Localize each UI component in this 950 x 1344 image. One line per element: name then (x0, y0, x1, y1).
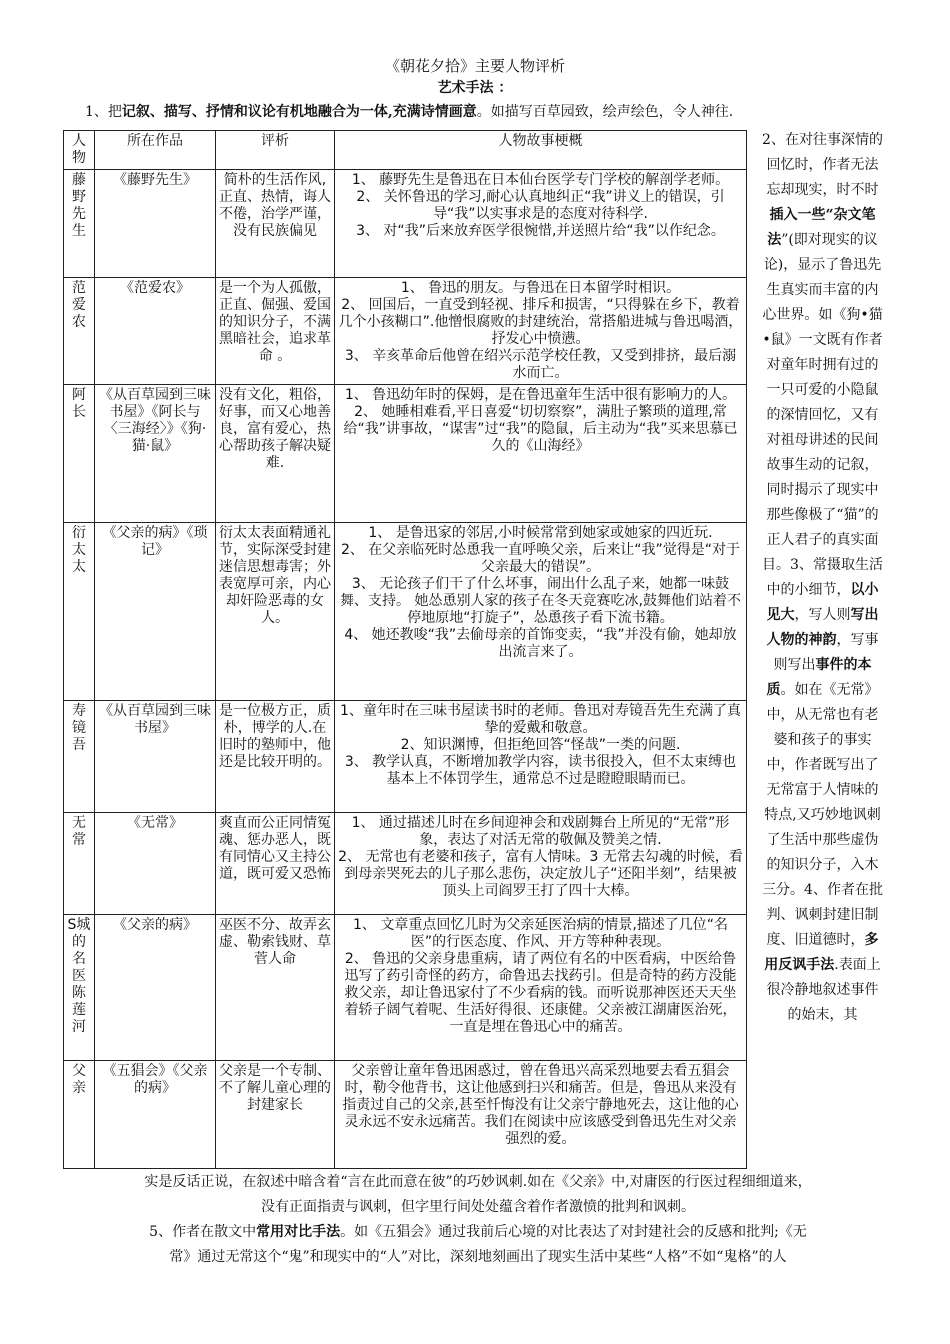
table-header-row (64, 131, 747, 170)
story-item: 父亲曾让童年鲁迅困惑过，曾在鲁迅兴高采烈地要去看五猖会时，勒令他背书，这让他感到扫兴和痛苦。但是，鲁迅从来没有指责过自己的父亲,甚至忏悔没有让父亲宁静地死去，这让他的心灵永远不安永远痛苦。我们在阅读中应该感受到鲁迅先生对父亲强烈的爱。 (342, 1063, 739, 1147)
cell-name: 父亲 (64, 1061, 95, 1169)
cell-story (335, 523, 747, 701)
cell-story (335, 915, 747, 1061)
side-emphasis: 插入一些“杂文笔法 (767, 207, 876, 248)
story-item: 4、 她还教唆“我”去偷母亲的首饰变卖，“我”并没有偷，她却放出流言来了。 (344, 627, 737, 660)
cell-name: 衍太太 (64, 523, 95, 701)
side-text: 。如在《无常》中，从无常也有老婆和孩子的事实中，作者既写出了无常富于人情味的特点,又巧妙地讽刺了生活中那些虚伪的知识分子，入木三分。4、作者在批判、讽刺封建旧制度、旧道德时， (762, 682, 883, 948)
cell-eval: 是一位极方正，质朴，博学的人.在旧时的塾师中，他还是比较开明的。 (216, 701, 335, 813)
table-row (64, 385, 747, 523)
table-row (64, 523, 747, 701)
cell-eval: 是一个为人孤傲，正直、倔强、爱国的知识分子，不满黑暗社会，追求革命 。 (216, 278, 335, 385)
cell-name: 藤野先生 (64, 170, 95, 278)
cell-name: S城的名医 陈莲河 (64, 915, 95, 1061)
section-subtitle: 艺术手法 ： (437, 80, 513, 96)
cell-work: 《无常》 (95, 813, 216, 915)
story-item: 2、 她睡相难看,平日喜爱“切切察察”，满肚子繁琐的道理,常给“我”讲事故，“谋害”过“我”的隐鼠，后主动为“我”买来思慕已久的《山海经》 (343, 404, 738, 454)
story-item: 1、 鲁迅的朋友。与鲁迅在日本留学时相识。 (400, 280, 681, 296)
story-item: 2、 无常也有老婆和孩子，富有人情味。3 无常去勾魂的时候，看到母亲哭死去的儿子那么悲伤，决定放儿子“还阳半刻”，结果被顶头上司阎罗王打了四十大棒。 (338, 849, 743, 899)
table-row (64, 278, 747, 385)
cell-name: 范爱农 (64, 278, 95, 385)
header-name: 人物 (64, 131, 95, 170)
side-emphasis: 多用反讽手法 (764, 932, 879, 973)
story-item: 2、 回国后，一直受到轻视、排斥和损害，“只得躲在乡下，教着几个小孩糊口”.他憎恨腐败的封建统治，常搭船进城与鲁迅喝酒，抒发心中愤懑。 (338, 297, 743, 347)
cell-work: 《范爱农》 (95, 278, 216, 385)
side-emphasis: 事件的本质 (766, 657, 872, 698)
cell-eval: 父亲是一个专制、不了解儿童心理的封建家长 (216, 1061, 335, 1169)
story-item: 1、 通过描述儿时在乡间迎神会和戏剧舞台上所见的“无常”形象，表达了对活无常的敬佩及赞美之情. (351, 815, 730, 848)
side-text: ，写事则写出 (773, 632, 879, 673)
cell-story (335, 1061, 747, 1169)
side-column-text (760, 128, 885, 1028)
cell-work: 《藤野先生》 (95, 170, 216, 278)
story-item: 3、 辛亥革命后他曾在绍兴示范学校任教，又受到排挤，最后溺水而亡。 (344, 348, 737, 381)
cell-work: 《从百草园到三味书屋》 (95, 701, 216, 813)
story-item: 1、 藤野先生是鲁迅在日本仙台医学专门学校的解剖学老师。 (351, 172, 730, 188)
cell-story (335, 278, 747, 385)
cell-name: 无常 (64, 813, 95, 915)
cell-story (335, 170, 747, 278)
story-item: 1、 是鲁迅家的邻居,小时候常常到她家或她家的四近玩. (368, 525, 713, 541)
cell-story (335, 701, 747, 813)
cell-work: 《父亲的病》 (95, 915, 216, 1061)
story-item: 2、 在父亲临死时怂恿我一直呼唤父亲，后来让“我”觉得是“对于父亲最大的错误”。 (340, 542, 741, 575)
table-row (64, 701, 747, 813)
character-table (63, 130, 747, 1169)
intro-line: 1、把记叙、描写、抒情和议论有机地融合为一体,充满诗情画意。如描写百草园致，绘声绘色，令人神往. (85, 104, 734, 120)
bottom-line-1: 实是反话正说，在叙述中暗含着“言在此而意在彼”的巧妙讽刺.如在《父亲》中,对庸医的行医过程细细道来， (144, 1174, 812, 1190)
cell-eval: 简朴的生活作风,正直、热情，诲人不倦，治学严谨，没有民族偏见 (216, 170, 335, 278)
side-emphasis: 写出人物的神韵 (766, 607, 879, 648)
cell-eval: 巫医不分、故弄玄虚、勒索钱财、草菅人命 (216, 915, 335, 1061)
story-item: 1、 鲁迅幼年时的保姆，是在鲁迅童年生活中很有影响力的人。 (344, 387, 737, 403)
cell-work: 《五猖会》《父亲的病》 (95, 1061, 216, 1169)
table-row (64, 170, 747, 278)
story-item: 2、 鲁迅的父亲身患重病，请了两位有名的中医看病，中医给鲁迅写了药引奇怪的药方，命鲁迅去找药引。但是奇特的药方没能救父亲，却让鲁迅家付了不少看病的钱。而听说那神医还天天坐着轿子阔气着呢、生活好得很、还康健。父亲被江湖庸医治死，一直是埋在鲁迅心中的痛苦。 (344, 951, 737, 1035)
cell-work: 《父亲的病》《琐记》 (95, 523, 216, 701)
side-text: 2、在对往事深情的回忆时，作者无法忘却现实，时不时 (762, 132, 883, 198)
table-row (64, 1061, 747, 1169)
table-row (64, 813, 747, 915)
cell-story (335, 813, 747, 915)
header-work: 所在作品 (95, 131, 216, 170)
story-item: 2、 关怀鲁迅的学习,耐心认真地纠正“我”讲义上的错误，引导“我”以实事求是的态度对待科学. (356, 189, 725, 222)
side-text: .表面上很冷静地叙述事件的始末，其 (766, 957, 881, 1023)
story-item: 3、 对“我”后来放弃医学很惋惜,并送照片给“我”以作纪念。 (356, 223, 725, 239)
cell-work: 《从百草园到三味书屋》《阿长与〈三海经〉》《狗·猫·鼠》 (95, 385, 216, 523)
story-item: 3、 教学认真，不断增加教学内容，读书很投入，但不太束缚也基本上不体罚学生，通常总不过是瞪瞪眼睛而已。 (344, 754, 737, 787)
cell-story (335, 385, 747, 523)
bottom-line-4: 常》通过无常这个“鬼”和现实中的“人”对比，深刻地刻画出了现实生活中某些“人格”不如“鬼格”的人 (169, 1249, 787, 1265)
story-item: 3、 无论孩子们干了什么坏事，闹出什么乱子来，她都一味鼓舞、支持。 她怂恿别人家的孩子在冬天竞赛吃冰,鼓舞他们站着不停地原地“打旋子”，怂恿孩子看下流书籍。 (340, 576, 741, 626)
bottom-line-3: 5、作者在散文中常用对比手法。如《五猖会》通过我前后心境的对比表达了对封建社会的反感和批判;《无 (149, 1224, 807, 1240)
cell-name: 寿镜吾 (64, 701, 95, 813)
bottom-line-2: 没有正面指责与讽刺，但字里行间处处蕴含着作者激愤的批判和讽刺。 (261, 1199, 695, 1215)
cell-name: 阿长 (64, 385, 95, 523)
story-item: 1、童年时在三味书屋读书时的老师。鲁迅对寿镜吾先生充满了真挚的爱戴和敬意。 (340, 703, 741, 736)
side-emphasis: 以小见大 (766, 582, 879, 623)
header-story: 人物故事梗概 (335, 131, 747, 170)
cell-eval: 没有文化，粗俗，好事，而又心地善良，富有爱心，热心帮助孩子解决疑难. (216, 385, 335, 523)
cell-eval: 爽直而公正同情冤魂、惩办恶人，既有同情心又主持公道，既可爱又恐怖 (216, 813, 335, 915)
table-row (64, 915, 747, 1061)
story-item: 2、知识渊博，但拒绝回答“怪哉”一类的问题. (400, 737, 681, 753)
page-title: 《朝花夕拾》主要人物评析 (384, 57, 565, 75)
story-item: 1、 文章重点回忆儿时为父亲延医治病的情景,描述了几位“名医”的行医态度、作风、开方等种种表现。 (352, 917, 729, 950)
side-text: ”(即对现实的议论)，显示了鲁迅先生真实而丰富的内心世界。如《狗•猫•鼠》一文既有作者对童年时拥有过的一只可爱的小隐鼠的深情回忆，又有对祖母讲述的民间故事生动的记叙，同时揭示了现实中那些像极了“猫”的正人君子的真实面目。3、常摄取生活中的小细节， (762, 232, 883, 598)
header-eval: 评析 (216, 131, 335, 170)
side-text: ，写人则 (794, 607, 851, 623)
cell-eval: 衍太太表面精通礼节，实际深受封建迷信思想毒害；外表宽厚可亲，内心却奸险恶毒的女人。 (216, 523, 335, 701)
